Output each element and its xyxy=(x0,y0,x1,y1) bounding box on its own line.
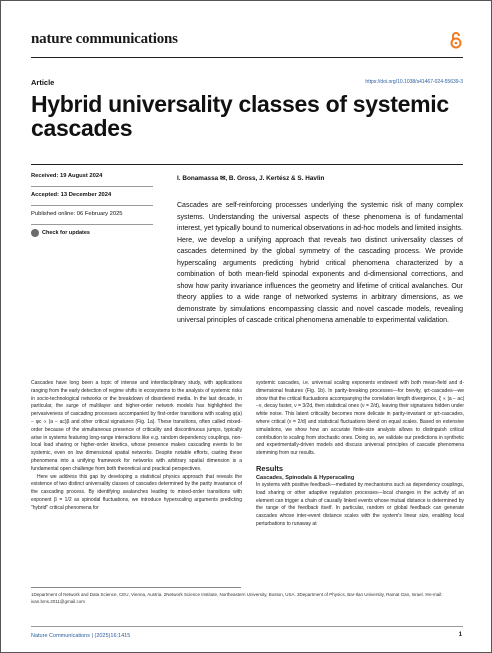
article-type: Article xyxy=(31,78,55,87)
publication-dates xyxy=(31,172,153,237)
footnote-rule xyxy=(31,587,241,588)
body-paragraph: systemic cascades, i.e. universal scaling exponents endowed with both mean-field and d-dimensional features (Fig. 1b). In parity-breaking processes—for brevity, φ±-cascades—we show that the critical fluctuations accompanying the correlation length divergence, ξ ∝ |a − ac|−ν, decay faster, ν = 3/2d, then statistical ones (ν = 2/d), leaving their signatures hidden under white noise. This latent criticality becomes more delicate in parity-invariant or φ±-cascades, where critical (ν = 2/d) and statistical fluctuations blend on equal scales. Based on extensive simulations, we show how an accurate finite-size analysis allows to distinguish critical contribution to scaling from stochastic ones. Doing so, we validate our predictions in synthetic and experimentally-driven models and discuss universal principles of cascade phenomena stemming from our results. xyxy=(256,380,464,457)
title-rule xyxy=(31,164,463,165)
results-heading: Results xyxy=(256,463,284,473)
check-updates-button[interactable] xyxy=(31,229,153,237)
header-rule xyxy=(31,57,463,58)
body-column-right xyxy=(256,380,464,529)
body-column-left xyxy=(31,380,242,513)
page-number: 1 xyxy=(458,632,462,638)
check-updates-label: Check for updates xyxy=(42,230,90,236)
body-paragraph: Here we address this gap by developing a statistical physics approach that reveals the existence of two distinct universality classes of cascades determined by the parity invariance of the cascading process. By identifying avalanches leading to mixed-order transitions with exponent β = 1/2 as spinodal fluctuations, we introduce hyperscaling arguments predicting "hybrid" critical phenomena for xyxy=(31,473,242,511)
journal-name[interactable]: nature communications xyxy=(31,31,178,47)
open-access-lock-icon[interactable] xyxy=(450,31,462,49)
article-title: Hybrid universality classes of systemic cascades xyxy=(31,91,449,141)
journal-reference[interactable]: Nature Communications | (2025)16:1415 xyxy=(31,633,131,639)
body-paragraph: Cascades have long been a topic of intense and interdisciplinary study, with applications ranging from the early detection of regime shifts in ecosystems to the analysis of systemic risks in socio-technological networks or the breakdown of disordered media. In the last decade, in particular, the surge of multilayer and higher-order network models has highlighted the pervasiveness of cascading processes accompanied by first-order transitions with scaling φ(a) − φc ∝ (a − ac)β and other critical signatures (Fig. 1a). These transitions, often called mixed-order because of the simultaneous presence of criticality and discontinuous jumps, typically arise in systems featuring long-range interactions like e.g. random dependency couplings, non-local load sharing or higher-order kinetics, whose presence makes cascading events to be systemic, even on low dimensional spatial networks. Despite notable efforts, casting these phenomena into a unifying framework for networks with arbitrary spatial dimension is a fundamental open challenge from both theoretical and practical perspectives. xyxy=(31,380,242,472)
author-list[interactable]: I. Bonamassa ✉, B. Gross, J. Kertész & S. Havlin xyxy=(177,175,325,182)
date-divider xyxy=(31,186,153,187)
doi-link[interactable]: https://doi.org/10.1038/s41467-024-55639-3 xyxy=(365,79,463,85)
received-date: Received: 19 August 2024 xyxy=(31,173,103,179)
abstract: Cascades are self-reinforcing processes underlying the systemic risk of many complex systems. Understanding the universal aspects of these phenomena is of fundamental interest, yet typically bound to numerical observations in ad-hoc models and limited insights. Here, we develop a unifying approach that reveals two distinct universality classes of cascades determined by the global symmetry of the cascading process. We provide hyperscaling arguments predicting hybrid critical phenomena characterized by a combination of both mean-field spinodal exponents and d-dimensional corrections, and show how parity invariance influences the geometry and lifetime of critical avalanches. Our theory applies to a wide range of networked systems in arbitrary dimensions, as we demonstrate by simulations encompassing classic and novel cascade models, revealing universal principles of cascade critical phenomena amenable to experimental validation. xyxy=(177,202,463,324)
date-divider xyxy=(31,205,153,206)
check-updates-icon xyxy=(31,229,39,237)
published-date: Published online: 06 February 2025 xyxy=(31,211,123,217)
accepted-date: Accepted: 13 December 2024 xyxy=(31,192,112,198)
body-paragraph: In systems with positive feedback—mediated by mechanisms such as dependency couplings, load sharing or other adaptive regulation processes—local changes in the activity of an element can trigger a chain of causally linked events whose mutual distance is determined by the range of the feedback itself. In particular, random or global feedback can generate cascades whose inter-event distance scales with the system's linear size, enabling local perturbations to runaway at xyxy=(256,481,464,527)
affiliations-footnote: 1Department of Network and Data Science, CEU, Vienna, Austria. 2Network Science Institute, Northeastern University, Boston, USA. 3Department of Physics, Bar-Ilan University, Ramat Gan, Israel. ✉e-mail: ivan.bms.2011@gmail.com xyxy=(31,592,443,604)
date-divider xyxy=(31,224,153,225)
footer-rule xyxy=(31,626,463,627)
subsection-heading: Cascades, Spinodals & Hyperscaling xyxy=(256,474,355,481)
